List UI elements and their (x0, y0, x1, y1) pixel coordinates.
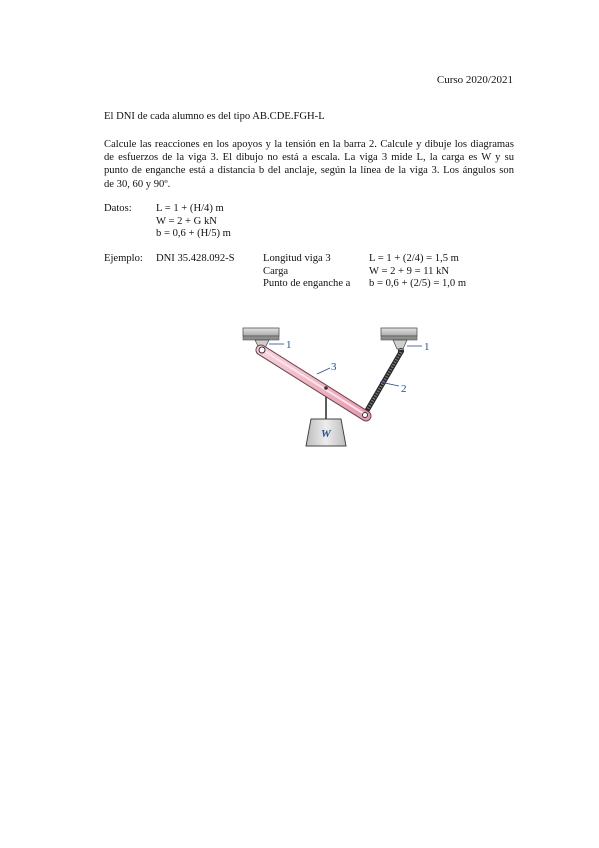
ejemplo-formulas (369, 252, 466, 290)
label-support-right: 1 (424, 341, 430, 353)
label-beam: 3 (331, 361, 337, 373)
label-weight: W (321, 428, 331, 440)
ejemplo-name: Punto de enganche a (263, 278, 351, 290)
ejemplo-formula: W = 2 + 9 = 11 kN (369, 265, 450, 277)
datos-formulas (156, 202, 231, 240)
ejemplo-formula: L = 1 + (2/4) = 1,5 m (369, 253, 459, 264)
problem-statement (104, 138, 514, 191)
label-bar: 2 (401, 383, 407, 395)
datos-formula: W = 2 + G kN (156, 215, 217, 227)
course-header: Curso 2020/2021 (436, 74, 513, 86)
datos-formula: L = 1 + (H/4) m (156, 203, 224, 214)
ejemplo-dni: DNI 35.428.092-S (156, 253, 235, 264)
right-support (381, 328, 417, 354)
ejemplo-label: Ejemplo: (104, 253, 143, 264)
statement-line: de 30, 60 y 90º. (104, 178, 171, 190)
label-support-left: 1 (286, 339, 292, 351)
datos-formula: b = 0,6 + (H/5) m (156, 228, 231, 240)
ejemplo-name: Carga (263, 265, 289, 277)
statement-line: punto de enganche está a distancia b del anclaje, según la línea de la viga 3. Los ángulos son (104, 165, 514, 177)
ejemplo-names (263, 252, 350, 290)
ejemplo-formula: b = 0,6 + (2/5) = 1,0 m (369, 278, 467, 290)
dni-format-text: El DNI de cada alumno es del tipo AB.CDE.FGH-L (104, 111, 325, 122)
beam-3 (259, 347, 368, 418)
statement-line: Calcule las reacciones en los apoyos y la tensión en la barra 2. Calcule y dibuje los diagramas (104, 139, 514, 150)
structure-diagram (235, 322, 445, 452)
datos-label: Datos: (104, 203, 132, 214)
ejemplo-name: Longitud viga 3 (263, 253, 331, 264)
statement-line: de esfuerzos de la viga 3. El dibujo no está a escala. La viga 3 mide L, la carga es W y su (104, 152, 514, 164)
